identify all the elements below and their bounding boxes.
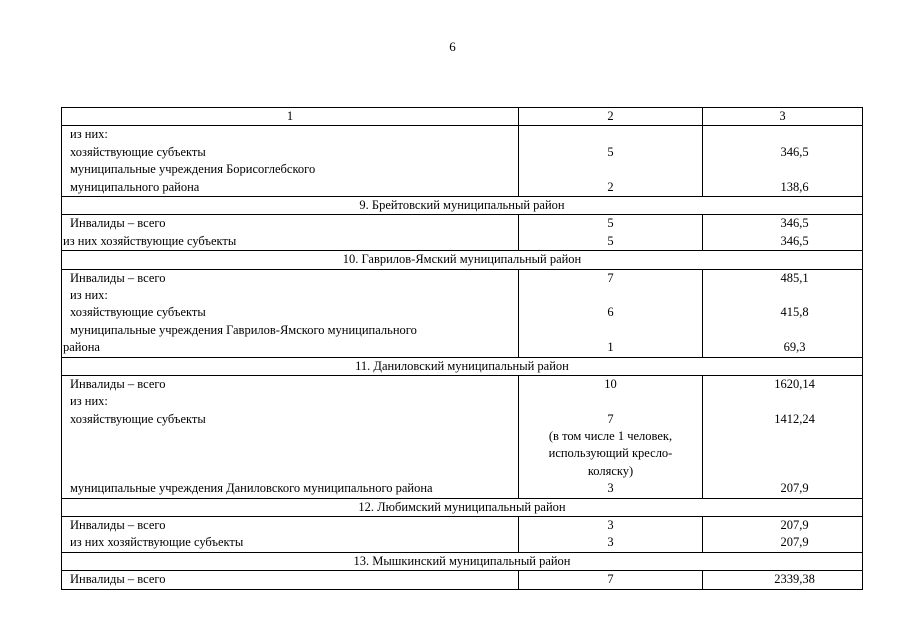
- header-col-3: 3: [703, 108, 863, 126]
- section-title: 10. Гаврилов-Ямский муниципальный район: [62, 251, 863, 269]
- cell-col-3: [703, 269, 863, 357]
- cell-line: Инвалиды – всего: [70, 572, 166, 587]
- cell-line: [703, 428, 862, 445]
- cell-line: 1412,24: [774, 411, 815, 426]
- cell-col-3: [703, 517, 863, 553]
- table-row: [62, 517, 863, 553]
- cell-line: [703, 126, 862, 143]
- cell-line: [519, 161, 702, 178]
- cell-line: [703, 393, 862, 410]
- document-table: [61, 107, 863, 590]
- table-row: [62, 571, 863, 589]
- cell-line: [703, 322, 862, 339]
- table-row: [62, 375, 863, 498]
- cell-line: 346,5: [780, 216, 809, 231]
- cell-line: муниципальные учреждения Гаврилов-Ямского муниципального: [70, 322, 417, 337]
- cell-col-1: [62, 269, 519, 357]
- cell-line: 5: [607, 233, 614, 248]
- cell-line: района: [63, 340, 100, 355]
- cell-line: 485,1: [780, 270, 809, 285]
- cell-line: Инвалиды – всего: [70, 518, 166, 533]
- cell-line: [703, 287, 862, 304]
- cell-col-2: [519, 375, 703, 498]
- cell-line: 2339,38: [774, 572, 815, 587]
- cell-line: [62, 445, 518, 462]
- cell-line: из них:: [70, 287, 108, 302]
- cell-line: 5: [607, 144, 614, 159]
- section-title: 11. Даниловский муниципальный район: [62, 357, 863, 375]
- cell-col-1: [62, 571, 519, 589]
- cell-col-2: [519, 126, 703, 197]
- cell-col-1: [62, 517, 519, 553]
- cell-line: 2: [607, 179, 614, 194]
- cell-line: [703, 445, 862, 462]
- table-row: [62, 269, 863, 357]
- cell-line: 10: [604, 376, 617, 391]
- cell-line: из них хозяйствующие субъекты: [70, 535, 244, 550]
- cell-line: [519, 126, 702, 143]
- cell-line: [519, 393, 702, 410]
- cell-line: 207,9: [780, 535, 809, 550]
- cell-line: 6: [607, 305, 614, 320]
- section-title: 9. Брейтовский муниципальный район: [62, 196, 863, 214]
- page-number: 6: [449, 39, 456, 54]
- cell-line: 69,3: [783, 340, 806, 355]
- cell-col-2: [519, 269, 703, 357]
- cell-line: [703, 161, 862, 178]
- cell-line: 7: [607, 270, 614, 285]
- cell-col-3: [703, 126, 863, 197]
- cell-line: 415,8: [780, 305, 809, 320]
- cell-line: муниципальные учреждения Даниловского муниципального района: [70, 481, 433, 496]
- cell-line: [519, 287, 702, 304]
- cell-col-3: [703, 215, 863, 251]
- cell-line: Инвалиды – всего: [70, 376, 166, 391]
- cell-col-1: [62, 215, 519, 251]
- cell-line: 5: [607, 216, 614, 231]
- table-row: [62, 215, 863, 251]
- cell-line: 3: [607, 481, 614, 496]
- cell-line: 138,6: [780, 179, 809, 194]
- cell-line: муниципального района: [70, 179, 200, 194]
- cell-line: муниципальные учреждения Борисоглебского: [70, 162, 316, 177]
- cell-col-3: [703, 571, 863, 589]
- cell-col-2: [519, 571, 703, 589]
- cell-col-1: [62, 126, 519, 197]
- cell-line: [703, 463, 862, 480]
- cell-col-3: [703, 375, 863, 498]
- cell-line: коляску): [587, 463, 634, 478]
- cell-line: 207,9: [780, 518, 809, 533]
- cell-line: хозяйствующие субъекты: [70, 411, 206, 426]
- cell-col-1: [62, 375, 519, 498]
- cell-line: хозяйствующие субъекты: [70, 305, 206, 320]
- cell-col-2: [519, 215, 703, 251]
- section-title: 12. Любимский муниципальный район: [62, 498, 863, 516]
- table-header-row: [62, 108, 863, 126]
- cell-line: 3: [607, 535, 614, 550]
- cell-line: [62, 428, 518, 445]
- header-col-1: 1: [62, 108, 519, 126]
- cell-line: 7: [607, 572, 614, 587]
- cell-line: 207,9: [780, 481, 809, 496]
- header-col-2: 2: [519, 108, 703, 126]
- table-body: [62, 108, 863, 590]
- cell-line: [62, 463, 518, 480]
- cell-line: 7: [607, 411, 614, 426]
- cell-line: [519, 322, 702, 339]
- cell-col-2: [519, 517, 703, 553]
- cell-line: 346,5: [780, 144, 809, 159]
- section-row: [62, 552, 863, 570]
- section-row: [62, 498, 863, 516]
- section-row: [62, 357, 863, 375]
- cell-line: Инвалиды – всего: [70, 270, 166, 285]
- cell-line: (в том числе 1 человек,: [548, 429, 673, 444]
- cell-line: 3: [607, 518, 614, 533]
- section-row: [62, 196, 863, 214]
- cell-line: 346,5: [780, 233, 809, 248]
- table-row: [62, 126, 863, 197]
- cell-line: использующий кресло-: [548, 446, 673, 461]
- cell-line: из них хозяйствующие субъекты: [63, 233, 237, 248]
- cell-line: из них:: [70, 127, 108, 142]
- cell-line: 1: [607, 340, 614, 355]
- cell-line: Инвалиды – всего: [70, 216, 166, 231]
- cell-line: 1620,14: [774, 376, 815, 391]
- section-title: 13. Мышкинский муниципальный район: [62, 552, 863, 570]
- cell-line: хозяйствующие субъекты: [70, 144, 206, 159]
- cell-line: из них:: [70, 394, 108, 409]
- section-row: [62, 251, 863, 269]
